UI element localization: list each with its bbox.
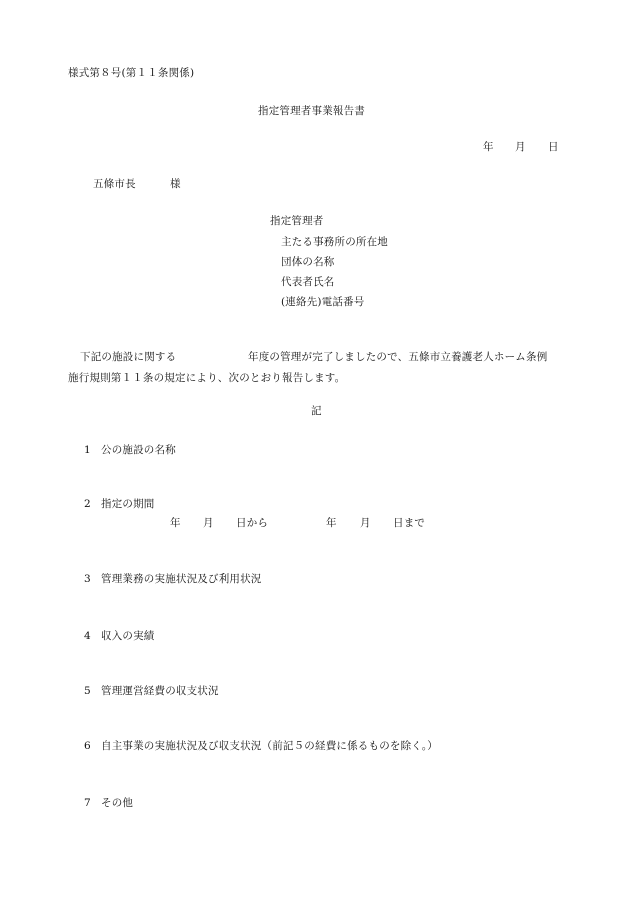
item-label: 自主事業の実施状況及び収支状況（前記５の経費に係るものを除く。）: [101, 740, 438, 752]
manager-organization-label: 団体の名称: [281, 256, 335, 268]
item-number: 2: [84, 498, 91, 510]
manager-representative-label: 代表者氏名: [281, 276, 335, 288]
body-text-line1-a: 下記の施設に関する: [80, 351, 177, 363]
period-from-year: 年: [170, 517, 181, 529]
manager-telephone-label: (連絡先)電話番号: [281, 296, 365, 308]
date-year-label: 年: [483, 141, 494, 153]
item-number: 1: [84, 444, 91, 456]
item-label: 管理運営経費の収支状況: [101, 685, 219, 697]
period-from-day: 日から: [236, 517, 269, 529]
period-to-year: 年: [326, 517, 337, 529]
ki-heading: 記: [311, 405, 322, 417]
item-number: 3: [84, 573, 91, 585]
item-number: 4: [84, 630, 91, 642]
item-number: 7: [84, 797, 91, 809]
item-label: 収入の実績: [101, 630, 155, 642]
body-text-line1-b: 年度の管理が完了しましたので、五條市立養護老人ホーム条例: [248, 351, 548, 363]
manager-address-label: 主たる事務所の所在地: [281, 236, 388, 248]
item-label: 管理業務の実施状況及び利用状況: [101, 573, 262, 585]
period-to-month: 月: [360, 517, 371, 529]
item-label: その他: [101, 797, 134, 809]
item-label: 指定の期間: [101, 498, 155, 510]
period-to-day: 日まで: [393, 517, 426, 529]
period-from-month: 月: [203, 517, 214, 529]
date-day-label: 日: [548, 141, 559, 153]
addressee-honorific: 様: [170, 178, 181, 190]
form-number: 様式第８号(第１１条関係): [68, 67, 195, 79]
item-number: 6: [84, 740, 91, 752]
item-label: 公の施設の名称: [101, 444, 176, 456]
item-number: 5: [84, 685, 91, 697]
date-month-label: 月: [515, 141, 526, 153]
body-text-line2: 施行規則第１１条の規定により、次のとおり報告します。: [68, 372, 346, 384]
manager-label: 指定管理者: [270, 215, 324, 227]
document-title: 指定管理者事業報告書: [258, 105, 365, 117]
addressee-name: 五條市長: [93, 178, 136, 190]
